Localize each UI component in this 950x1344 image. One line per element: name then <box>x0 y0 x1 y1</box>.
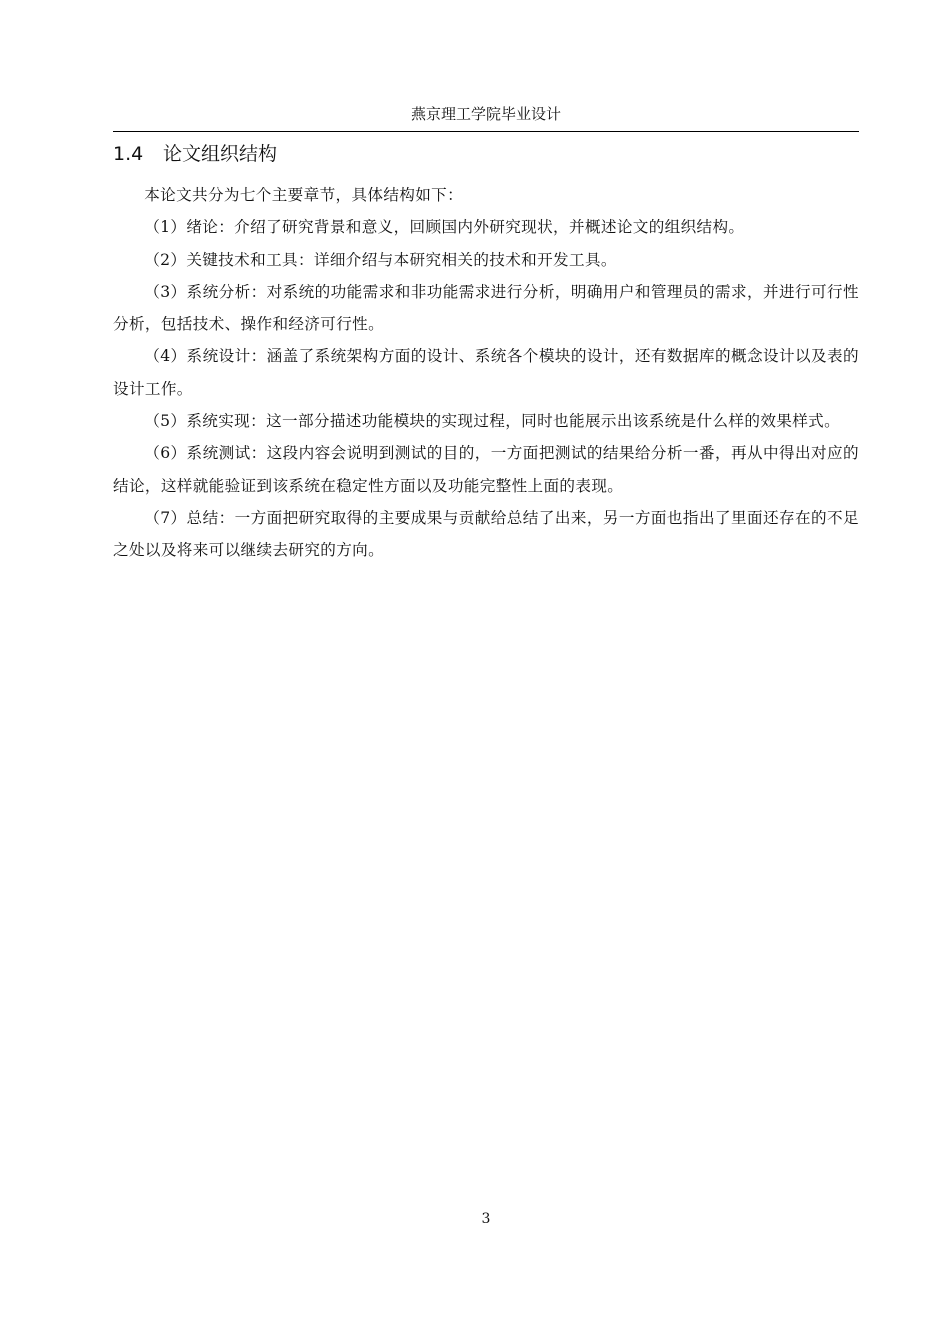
body-text <box>113 179 859 567</box>
running-header: 燕京理工学院毕业设计 <box>410 105 561 123</box>
paragraph-item-6: （6）系统测试：这段内容会说明到测试的目的，一方面把测试的结果给分析一番，再从中得出对应的结论，这样就能验证到该系统在稳定性方面以及功能完整性上面的表现。 <box>113 444 859 495</box>
paragraph-item-7: （7）总结：一方面把研究取得的主要成果与贡献给总结了出来，另一方面也指出了里面还存在的不足之处以及将来可以继续去研究的方向。 <box>113 508 859 560</box>
paragraph-item-3: （3）系统分析：对系统的功能需求和非功能需求进行分析，明确用户和管理员的需求，并进行可行性分析，包括技术、操作和经济可行性。 <box>113 282 859 334</box>
header-rule <box>113 131 859 132</box>
page-number: 3 <box>481 1211 491 1227</box>
paragraph-item-2: （2）关键技术和工具：详细介绍与本研究相关的技术和开发工具。 <box>144 250 617 269</box>
paragraph-item-4: （4）系统设计：涵盖了系统架构方面的设计、系统各个模块的设计，还有数据库的概念设计以及表的设计工作。 <box>113 347 859 398</box>
section-title: 论文组织结构 <box>163 143 278 165</box>
section-heading <box>113 141 859 167</box>
paragraph-intro: 本论文共分为七个主要章节，具体结构如下： <box>144 186 464 204</box>
paragraph-item-1: （1）绪论：介绍了研究背景和意义，回顾国内外研究现状，并概述论文的组织结构。 <box>144 218 745 237</box>
section-number: 1.4 <box>113 143 144 165</box>
paragraph-item-5: （5）系统实现：这一部分描述功能模块的实现过程，同时也能展示出该系统是什么样的效果样式。 <box>144 412 841 431</box>
